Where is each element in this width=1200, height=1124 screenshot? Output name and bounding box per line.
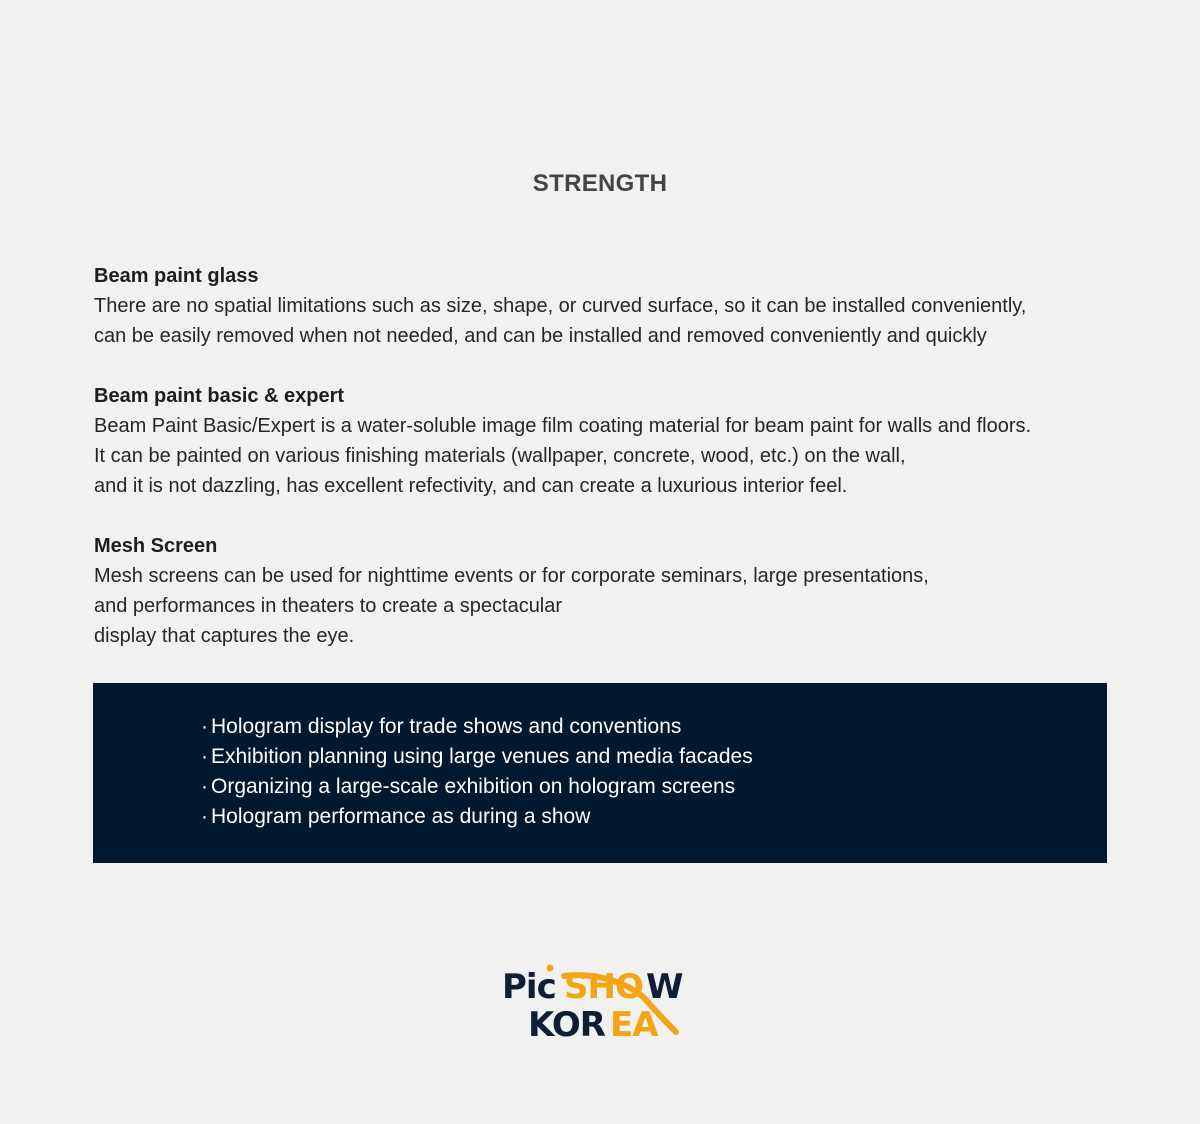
feature-item-text: Hologram performance as during a show — [211, 805, 591, 828]
section-text-line: can be easily removed when not needed, and can be installed and removed conveniently and quickly — [94, 325, 987, 347]
feature-item — [201, 802, 753, 832]
feature-item — [201, 712, 753, 742]
section-text-line: There are no spatial limitations such as size, shape, or curved surface, so it can be installed conveniently, — [94, 295, 1027, 317]
feature-item-text: Organizing a large-scale exhibition on hologram screens — [211, 775, 736, 798]
section-heading: Beam paint basic & expert — [94, 385, 345, 407]
feature-item-text: Exhibition planning using large venues and media facades — [211, 745, 753, 768]
feature-item — [201, 772, 753, 802]
section-text-line: and performances in theaters to create a spectacular — [94, 595, 563, 617]
feature-item-text: Hologram display for trade shows and conventions — [211, 715, 682, 738]
logo-text-ea: EA — [610, 1005, 658, 1042]
bullet-icon: · — [201, 805, 208, 828]
section-text-line: It can be painted on various finishing materials (wallpaper, concrete, wood, etc.) on the wall, — [94, 445, 906, 467]
bullet-icon: · — [201, 715, 208, 738]
section-heading: Mesh Screen — [94, 535, 218, 557]
feature-box — [93, 683, 1107, 863]
feature-item — [201, 742, 753, 772]
section-text-line: display that captures the eye. — [94, 625, 355, 647]
feature-list — [201, 712, 753, 832]
page-title: STRENGTH — [532, 170, 668, 197]
picshow-korea-logo — [500, 962, 700, 1042]
section-beam-paint-basic-expert — [94, 381, 1124, 501]
logo-graphic — [500, 962, 700, 1042]
logo-text-w: W — [646, 967, 683, 1007]
logo-text-pic: Pic — [502, 967, 556, 1007]
section-text-line: and it is not dazzling, has excellent refectivity, and can create a luxurious interior feel. — [94, 475, 848, 497]
bullet-icon: · — [201, 775, 208, 798]
section-text-line: Beam Paint Basic/Expert is a water-soluble image film coating material for beam paint for walls and floors. — [94, 415, 1032, 437]
section-text-line: Mesh screens can be used for nighttime events or for corporate seminars, large presentations, — [94, 565, 929, 587]
section-heading: Beam paint glass — [94, 265, 259, 287]
section-beam-paint-glass — [94, 261, 1124, 351]
logo-text-sho: SHO — [564, 967, 643, 1007]
bullet-icon: · — [201, 745, 208, 768]
logo-text-kor: KOR — [528, 1005, 605, 1042]
strength-sections — [94, 261, 1124, 681]
section-mesh-screen — [94, 531, 1124, 651]
